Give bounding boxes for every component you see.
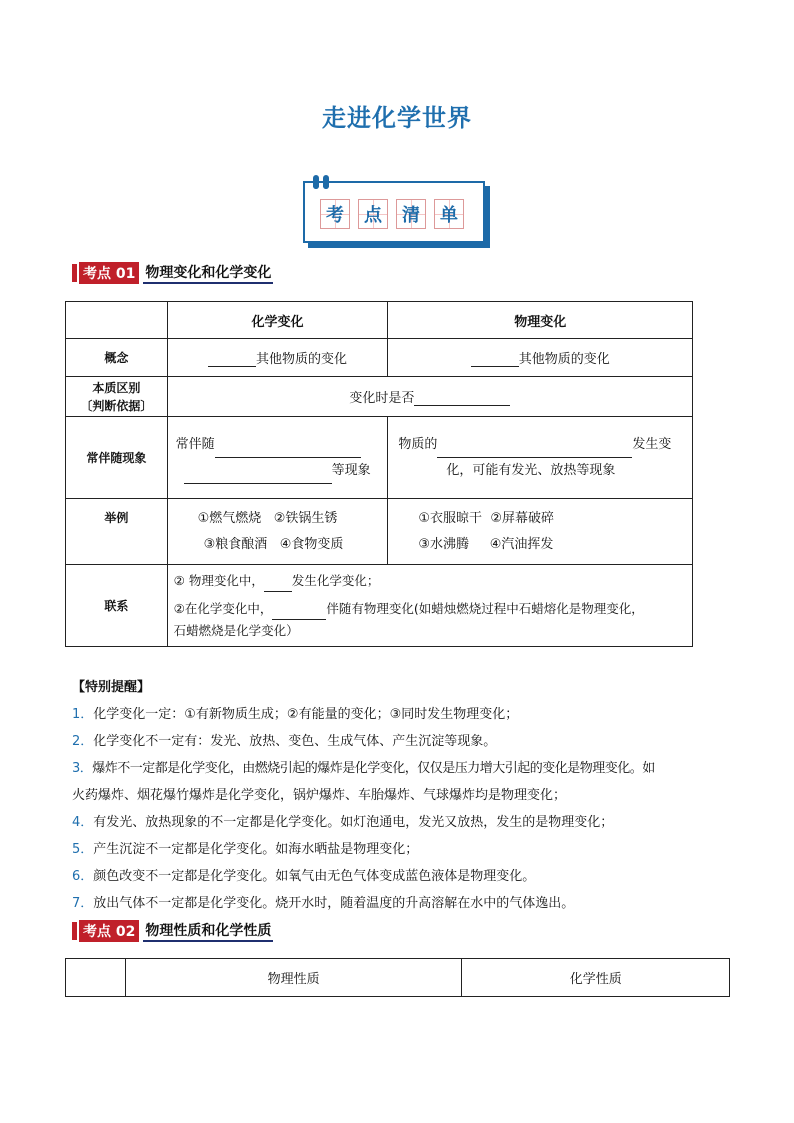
row-label: 常伴随现象 — [66, 417, 168, 499]
list-item: 2．化学变化不一定有：发光、放热、变色、生成气体、产生沉淀等现象。 — [72, 734, 497, 749]
table-row — [66, 417, 693, 499]
table-cell: ①衣服晾干 ②屏幕破碎 ③水沸腾 ④汽油挥发 — [388, 499, 693, 565]
table-cell: 常伴随 等现象 — [167, 417, 388, 499]
change-comparison-table — [65, 301, 693, 647]
property-comparison-table — [65, 958, 730, 997]
table-cell: 其他物质的变化 — [167, 339, 388, 377]
banner-char: 单 — [434, 199, 464, 229]
fill-blank — [471, 352, 519, 367]
fill-blank — [272, 605, 326, 620]
column-header: 化学变化 — [167, 302, 388, 339]
fill-blank — [437, 443, 632, 458]
section-marker — [72, 264, 77, 282]
list-item: 4．有发光、放热现象的不一定都是化学变化。如灯泡通电，发光又放热，发生的是物理变化； — [72, 815, 614, 830]
column-header: 化学性质 — [462, 959, 730, 997]
table-row — [66, 302, 693, 339]
table-cell: 物质的 发生变 化，可能有发光、放热等现象 — [388, 417, 693, 499]
section-code: 考点 01 — [79, 262, 139, 284]
fill-blank — [208, 352, 256, 367]
section-name: 物理变化和化学变化 — [143, 262, 273, 284]
table-row — [66, 959, 730, 997]
page-title: 走进化学世界 — [322, 104, 472, 132]
table-row — [66, 499, 693, 565]
section-name: 物理性质和化学性质 — [143, 920, 273, 942]
table-row — [66, 565, 693, 647]
table-cell: ② 物理变化中， 发生化学变化； ②在化学变化中， 伴随有物理变化(如蜡烛燃烧过程中石蜡熔化是物理变化， 石蜡燃烧是化学变化） — [167, 565, 692, 647]
special-reminder — [72, 674, 732, 917]
list-item: 7．放出气体不一定都是化学变化。烧开水时，随着温度的升高溶解在水中的气体逸出。 — [72, 896, 575, 911]
row-label: 本质区别 〔判断依据〕 — [66, 377, 168, 417]
table-corner — [66, 959, 126, 997]
list-item: 5．产生沉淀不一定都是化学变化。如海水晒盐是物理变化； — [72, 842, 419, 857]
row-label: 举例 — [66, 499, 168, 565]
reminder-heading: 【特别提醒】 — [72, 680, 151, 695]
section-code: 考点 02 — [79, 920, 139, 942]
row-label: 联系 — [66, 565, 168, 647]
banner-char: 清 — [396, 199, 426, 229]
column-header: 物理变化 — [388, 302, 693, 339]
pin-icon — [323, 175, 329, 189]
list-item: 火药爆炸、烟花爆竹爆炸是化学变化，锅炉爆炸、车胎爆炸、气球爆炸均是物理变化； — [72, 788, 567, 803]
fill-blank — [414, 391, 510, 406]
list-item: 6．颜色改变不一定都是化学变化。如氧气由无色气体变成蓝色液体是物理变化。 — [72, 869, 536, 884]
table-cell: ①燃气燃烧 ②铁锅生锈 ③粮食酿酒 ④食物变质 — [167, 499, 388, 565]
pin-icon — [313, 175, 319, 189]
column-header: 物理性质 — [125, 959, 461, 997]
table-row — [66, 377, 693, 417]
section-marker — [72, 922, 77, 940]
table-cell: 变化时是否 — [167, 377, 692, 417]
banner-char: 点 — [358, 199, 388, 229]
banner-char: 考 — [320, 199, 350, 229]
table-row — [66, 339, 693, 377]
list-item: 1．化学变化一定：①有新物质生成；②有能量的变化；③同时发生物理变化； — [72, 707, 519, 722]
section-banner — [303, 181, 485, 243]
fill-blank — [184, 469, 332, 484]
list-item: 3．爆炸不一定都是化学变化，由燃烧引起的爆炸是化学变化，仅仅是压力增大引起的变化是物理变化。如 — [72, 761, 655, 776]
table-corner — [66, 302, 168, 339]
table-cell: 其他物质的变化 — [388, 339, 693, 377]
row-label: 概念 — [66, 339, 168, 377]
section-header-02 — [72, 920, 273, 942]
fill-blank — [215, 443, 361, 458]
section-header-01 — [72, 262, 273, 284]
fill-blank — [264, 577, 292, 592]
